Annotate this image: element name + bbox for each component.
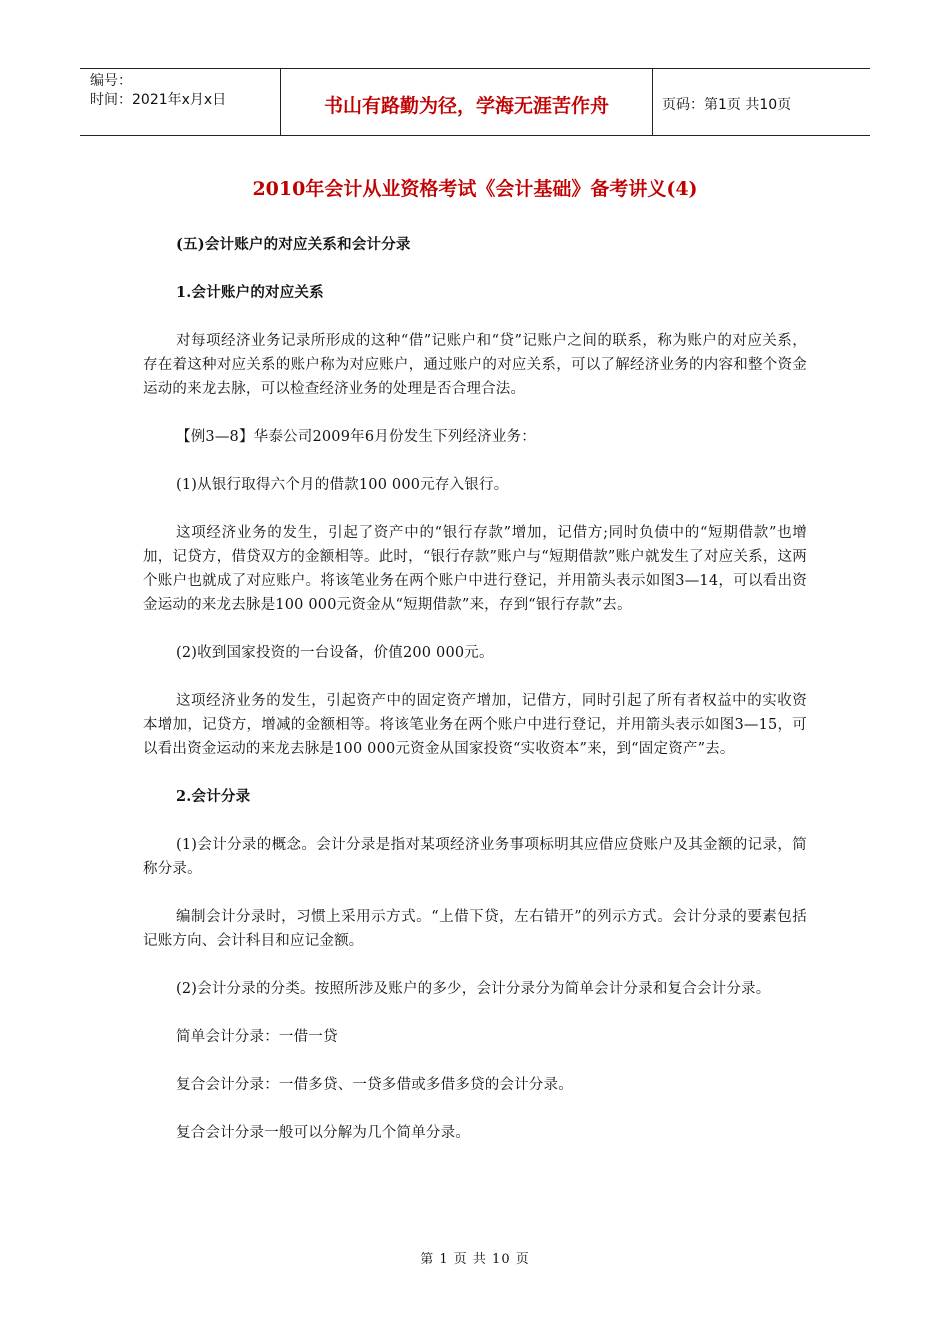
document-body (143, 233, 807, 1169)
header-page-cell (653, 69, 870, 135)
body-paragraph: 这项经济业务的发生，引起了资产中的“银行存款”增加，记借方;同时负债中的“短期借款”也增加，记贷方，借贷双方的金额相等。此时，“银行存款”账户与“短期借款”账户就发生了对应关系，这两个账户也就成了对应账户。将该笔业务在两个账户中进行登记，并用箭头表示如图3—14，可以看出资金运动的来龙去脉是100 000元资金从“短期借款”来，存到“银行存款”去。 (143, 525, 807, 613)
body-paragraph: 编制会计分录时，习惯上采用示方式。“上借下贷，左右错开”的列示方式。会计分录的要素包括记账方向、会计科目和应记金额。 (143, 909, 807, 949)
body-paragraph: 复合会计分录：一借多贷、一贷多借或多借多贷的会计分录。 (176, 1077, 573, 1093)
body-paragraph: 简单会计分录：一借一贷 (176, 1029, 338, 1045)
body-paragraph: (1)会计分录的概念。会计分录是指对某项经济业务事项标明其应借应贷账户及其金额的记录，简称分录。 (143, 837, 807, 877)
body-paragraph: 对每项经济业务记录所形成的这种“借”记账户和“贷”记账户之间的联系，称为账户的对应关系，存在着这种对应关系的账户称为对应账户，通过账户的对应关系，可以了解经济业务的内容和整个资金运动的来龙去脉，可以检查经济业务的处理是否合理合法。 (143, 333, 807, 397)
page-footer: 第 1 页 共 10 页 (420, 1252, 530, 1267)
body-paragraph: (2)收到国家投资的一台设备，价值200 000元。 (176, 645, 494, 661)
page-info: 页码：第1页 共10页 (662, 96, 792, 113)
header-table (80, 68, 870, 136)
body-paragraph: (2)会计分录的分类。按照所涉及账户的多少，会计分录分为简单会计分录和复合会计分录。 (176, 981, 771, 997)
section-heading: 2.会计分录 (176, 788, 251, 805)
header-motto-cell (281, 69, 653, 135)
body-paragraph: 这项经济业务的发生，引起资产中的固定资产增加，记借方，同时引起了所有者权益中的实收资本增加，记贷方，增减的金额相等。将该笔业务在两个账户中进行登记，并用箭头表示如图3—15，可以看出资金运动的来龙去脉是100 000元资金从国家投资“实收资本”来，到“固定资产”去。 (143, 693, 807, 757)
body-paragraph: (1)从银行取得六个月的借款100 000元存入银行。 (176, 477, 509, 493)
number-label: 编号： (90, 73, 132, 89)
document-title: 2010年会计从业资格考试《会计基础》备考讲义(4) (252, 178, 698, 200)
date-label: 时间：2021年x月x日 (90, 92, 227, 108)
motto-text: 书山有路勤为径，学海无涯苦作舟 (323, 94, 609, 117)
body-paragraph: 复合会计分录一般可以分解为几个简单分录。 (176, 1125, 470, 1141)
body-paragraph: 【例3—8】华泰公司2009年6月份发生下列经济业务： (176, 429, 536, 445)
section-heading: 1.会计账户的对应关系 (176, 284, 324, 301)
section-heading: (五)会计账户的对应关系和会计分录 (176, 236, 411, 253)
header-meta-cell (80, 69, 281, 135)
